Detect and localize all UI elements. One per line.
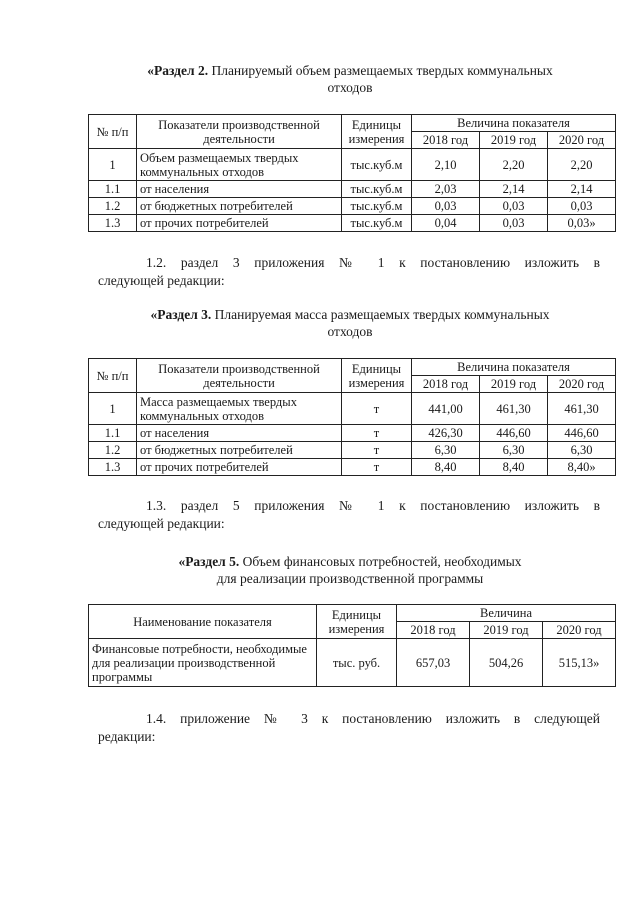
section2-table [88,114,616,232]
row-name: от бюджетных потребителей [137,198,342,215]
row-value: 441,00 [412,393,480,425]
row-value: 2,03 [412,181,480,198]
table-row [89,639,616,687]
section3-title-line2: отходов [327,324,373,339]
row-value: 6,30 [548,442,616,459]
row-value: 446,60 [480,425,548,442]
section5-header-indicator: Наименование показателя [89,605,317,639]
paragraph-1-2-line1: 1.2. раздел 3 приложения № 1 к постановлению изложить в [146,255,600,270]
row-unit: тыс. руб. [317,639,397,687]
table-row [89,393,616,425]
row-name: от бюджетных потребителей [137,442,342,459]
row-value: 2,14 [548,181,616,198]
section2-header-value: Величина показателя [412,115,616,132]
row-value: 657,03 [397,639,470,687]
row-num: 1.1 [89,181,137,198]
row-value: 2,14 [480,181,548,198]
row-num: 1.2 [89,198,137,215]
row-value: 8,40» [548,459,616,476]
row-value: 0,03» [548,215,616,232]
section5-heading [88,553,612,587]
row-unit: т [342,425,412,442]
paragraph-1-3 [98,497,600,533]
section3-title-text: Планируемая масса размещаемых твердых коммунальных [211,307,550,322]
row-unit: тыс.куб.м [342,198,412,215]
row-value: 8,40 [480,459,548,476]
section5-header-units: Единицы измерения [317,605,397,639]
row-num: 1.1 [89,425,137,442]
row-unit: т [342,459,412,476]
section2-header-year: 2020 год [548,132,616,149]
table-row [89,181,616,198]
row-value: 6,30 [412,442,480,459]
row-value: 0,04 [412,215,480,232]
section2-title-text: Планируемый объем размещаемых твердых коммунальных [208,63,553,78]
table-row [89,149,616,181]
section5-title-text: Объем финансовых потребностей, необходимых [239,554,522,569]
paragraph-1-4 [98,710,600,746]
section3-heading [88,306,612,340]
row-num: 1.3 [89,459,137,476]
paragraph-1-3-line2: следующей редакции: [98,516,225,531]
row-value: 504,26 [470,639,543,687]
row-name: Масса размещаемых твердых коммунальных отходов [137,393,342,425]
section2-header-year: 2019 год [480,132,548,149]
table-row [89,215,616,232]
paragraph-1-4-line2: редакции: [98,729,156,744]
section5-header-year: 2018 год [397,622,470,639]
row-value: 0,03 [480,198,548,215]
row-value: 2,20 [548,149,616,181]
paragraph-1-2 [98,254,600,290]
row-value: 426,30 [412,425,480,442]
paragraph-1-2-line2: следующей редакции: [98,273,225,288]
section3-header-indicator: Показатели производственной деятельности [137,359,342,393]
section3-header-year: 2019 год [480,376,548,393]
paragraph-1-3-line1: 1.3. раздел 5 приложения № 1 к постановлению изложить в [146,498,600,513]
row-value: 8,40 [412,459,480,476]
section2-header-units: Единицы измерения [342,115,412,149]
section5-header-year: 2019 год [470,622,543,639]
section5-header-value: Величина [397,605,616,622]
row-value: 0,03 [480,215,548,232]
row-num: 1.2 [89,442,137,459]
section3-header-num: № п/п [89,359,137,393]
section3-header-value: Величина показателя [412,359,616,376]
row-value: 2,20 [480,149,548,181]
table-row [89,442,616,459]
section2-header-year: 2018 год [412,132,480,149]
row-num: 1 [89,149,137,181]
section2-header-indicator: Показатели производственной деятельности [137,115,342,149]
row-value: 515,13» [543,639,616,687]
table-row [89,198,616,215]
row-unit: тыс.куб.м [342,149,412,181]
section2-header-num: № п/п [89,115,137,149]
row-unit: т [342,393,412,425]
section2-title-bold: «Раздел 2. [147,63,209,78]
row-name: Финансовые потребности, необходимые для реализации производственной программы [89,639,317,687]
section3-header-year: 2020 год [548,376,616,393]
section5-title-line2: для реализации производственной программы [216,571,484,586]
row-value: 6,30 [480,442,548,459]
row-unit: тыс.куб.м [342,181,412,198]
row-num: 1.3 [89,215,137,232]
section2-heading [88,62,612,96]
row-name: от населения [137,425,342,442]
row-name: от прочих потребителей [137,459,342,476]
section3-table [88,358,616,476]
table-row [89,425,616,442]
table-row [89,459,616,476]
section5-table [88,604,616,687]
section3-header-units: Единицы измерения [342,359,412,393]
row-value: 0,03 [548,198,616,215]
row-value: 461,30 [548,393,616,425]
row-unit: т [342,442,412,459]
section5-title-bold: «Раздел 5. [178,554,240,569]
row-num: 1 [89,393,137,425]
section2-title-line2: отходов [327,80,373,95]
row-name: от прочих потребителей [137,215,342,232]
section5-header-year: 2020 год [543,622,616,639]
section3-title-bold: «Раздел 3. [150,307,212,322]
row-value: 446,60 [548,425,616,442]
row-value: 2,10 [412,149,480,181]
paragraph-1-4-line1: 1.4. приложение № 3 к постановлению изложить в следующей [146,711,600,726]
row-value: 461,30 [480,393,548,425]
section3-header-year: 2018 год [412,376,480,393]
row-name: Объем размещаемых твердых коммунальных отходов [137,149,342,181]
row-unit: тыс.куб.м [342,215,412,232]
row-name: от населения [137,181,342,198]
row-value: 0,03 [412,198,480,215]
